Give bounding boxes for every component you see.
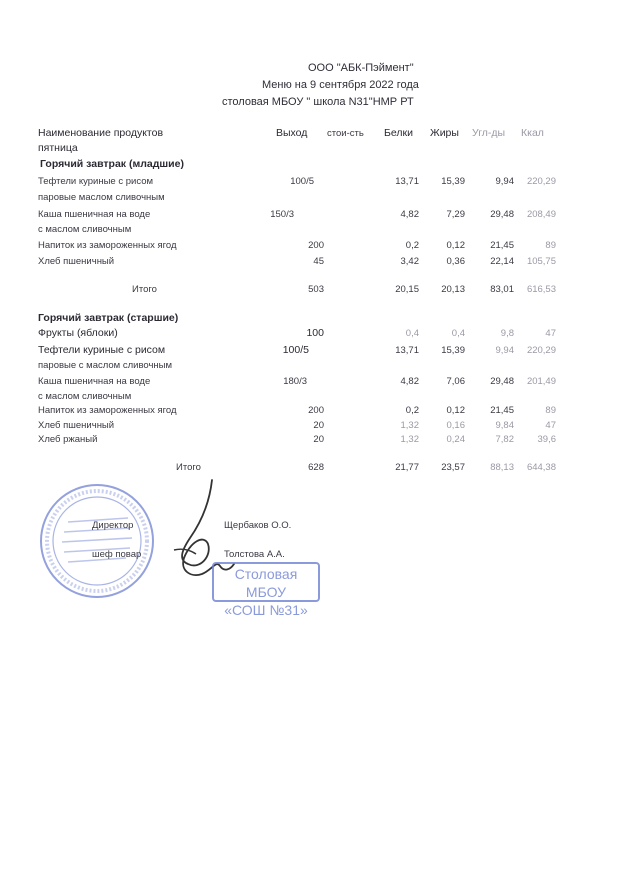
item-carbs: 9,8 xyxy=(500,328,514,339)
item-fat: 0,36 xyxy=(446,256,465,267)
item-protein: 0,2 xyxy=(405,240,419,251)
item-kcal: 47 xyxy=(545,420,556,431)
col-output: Выход xyxy=(276,127,308,139)
item-output: 150/3 xyxy=(270,209,294,220)
item-carbs: 9,84 xyxy=(495,420,514,431)
total-kcal: 644,38 xyxy=(526,462,556,473)
item-carbs: 21,45 xyxy=(490,240,514,251)
item-name: Тефтели куриные с рисом xyxy=(38,176,154,187)
item-kcal: 201,49 xyxy=(526,376,556,387)
item-fat: 0,16 xyxy=(446,420,465,431)
canteen-stamp xyxy=(212,562,320,618)
item-output: 100/5 xyxy=(282,344,309,356)
round-seal-icon xyxy=(38,482,156,600)
item-carbs: 29,48 xyxy=(490,376,514,387)
item-name-cont: паровые с маслом сливочным xyxy=(38,360,173,371)
item-protein: 4,82 xyxy=(400,209,419,220)
section1-title: Горячий завтрак (младшие) xyxy=(40,158,184,170)
item-kcal: 47 xyxy=(545,328,556,339)
item-kcal: 208,49 xyxy=(526,209,556,220)
item-name-cont: паровые маслом сливочным xyxy=(38,192,165,203)
item-fat: 7,29 xyxy=(446,209,465,220)
item-name-cont: с маслом сливочным xyxy=(38,391,132,402)
item-output: 200 xyxy=(308,240,324,251)
item-carbs: 22,14 xyxy=(490,256,514,267)
item-protein: 0,4 xyxy=(405,328,419,339)
item-output: 20 xyxy=(313,420,324,431)
item-carbs: 21,45 xyxy=(490,405,514,416)
chef-role: шеф повар xyxy=(92,549,142,560)
chef-name: Толстова А.А. xyxy=(224,549,285,560)
canteen-name: столовая МБОУ " школа N31"НМР РТ xyxy=(222,96,414,108)
col-carbs: Угл-ды xyxy=(472,127,506,139)
item-protein: 0,2 xyxy=(405,405,419,416)
item-carbs: 29,48 xyxy=(490,209,514,220)
item-kcal: 89 xyxy=(545,405,556,416)
total-output: 628 xyxy=(308,462,324,473)
item-name: Фрукты (яблоки) xyxy=(38,327,118,339)
item-name: Хлеб пшеничный xyxy=(38,256,115,267)
item-protein: 3,42 xyxy=(400,256,419,267)
total-fat: 20,13 xyxy=(441,284,465,295)
item-carbs: 9,94 xyxy=(495,345,514,356)
stamp-line2: «СОШ №31» xyxy=(224,602,308,618)
item-name-cont: с маслом сливочным xyxy=(38,224,132,235)
item-fat: 15,39 xyxy=(441,345,465,356)
item-output: 45 xyxy=(313,256,324,267)
item-kcal: 105,75 xyxy=(526,256,556,267)
total-carbs: 88,13 xyxy=(490,462,514,473)
item-fat: 0,12 xyxy=(446,405,465,416)
item-carbs: 9,94 xyxy=(495,176,514,187)
total-protein: 21,77 xyxy=(395,462,419,473)
item-protein: 1,32 xyxy=(400,420,419,431)
item-output: 180/3 xyxy=(283,376,307,387)
item-output: 200 xyxy=(308,405,324,416)
item-kcal: 220,29 xyxy=(526,345,556,356)
day-label: пятница xyxy=(38,142,78,154)
item-name: Напиток из замороженных ягод xyxy=(38,240,177,251)
director-name: Щербаков О.О. xyxy=(224,520,292,531)
col-cost: стои-сть xyxy=(327,128,364,139)
item-name: Каша пшеничная на воде xyxy=(38,209,151,220)
item-name: Хлеб ржаный xyxy=(38,434,98,445)
item-protein: 4,82 xyxy=(400,376,419,387)
total-protein: 20,15 xyxy=(395,284,419,295)
item-fat: 15,39 xyxy=(441,176,465,187)
item-kcal: 89 xyxy=(545,240,556,251)
menu-date: Меню на 9 сентября 2022 года xyxy=(262,79,419,91)
item-name: Тефтели куриные с рисом xyxy=(38,344,166,356)
item-output: 20 xyxy=(313,434,324,445)
director-role: Директор xyxy=(92,520,134,531)
item-protein: 13,71 xyxy=(395,345,419,356)
total-carbs: 83,01 xyxy=(490,284,514,295)
item-carbs: 7,82 xyxy=(495,434,514,445)
total-kcal: 616,53 xyxy=(526,284,556,295)
item-fat: 0,12 xyxy=(446,240,465,251)
total-output: 503 xyxy=(308,284,324,295)
item-name: Каша пшеничная на воде xyxy=(38,376,151,387)
section2-title: Горячий завтрак (старшие) xyxy=(38,312,179,324)
col-fat: Жиры xyxy=(430,127,459,139)
item-kcal: 220,29 xyxy=(526,176,556,187)
item-name: Напиток из замороженных ягод xyxy=(38,405,177,416)
item-kcal: 39,6 xyxy=(537,434,556,445)
item-protein: 13,71 xyxy=(395,176,419,187)
total-label: Итого xyxy=(132,284,157,295)
item-output: 100/5 xyxy=(290,176,314,187)
col-kcal: Ккал xyxy=(521,127,544,139)
total-label: Итого xyxy=(176,462,201,473)
col-protein: Белки xyxy=(384,127,413,139)
item-fat: 0,24 xyxy=(446,434,465,445)
item-output: 100 xyxy=(306,327,324,339)
item-name: Хлеб пшеничный xyxy=(38,420,115,431)
org-name: ООО "АБК-Пэймент" xyxy=(308,62,414,74)
total-fat: 23,57 xyxy=(441,462,465,473)
item-fat: 0,4 xyxy=(451,328,465,339)
col-name: Наименование продуктов xyxy=(38,127,164,139)
item-fat: 7,06 xyxy=(446,376,465,387)
item-protein: 1,32 xyxy=(400,434,419,445)
stamp-line1: Столовая МБОУ xyxy=(234,566,298,600)
